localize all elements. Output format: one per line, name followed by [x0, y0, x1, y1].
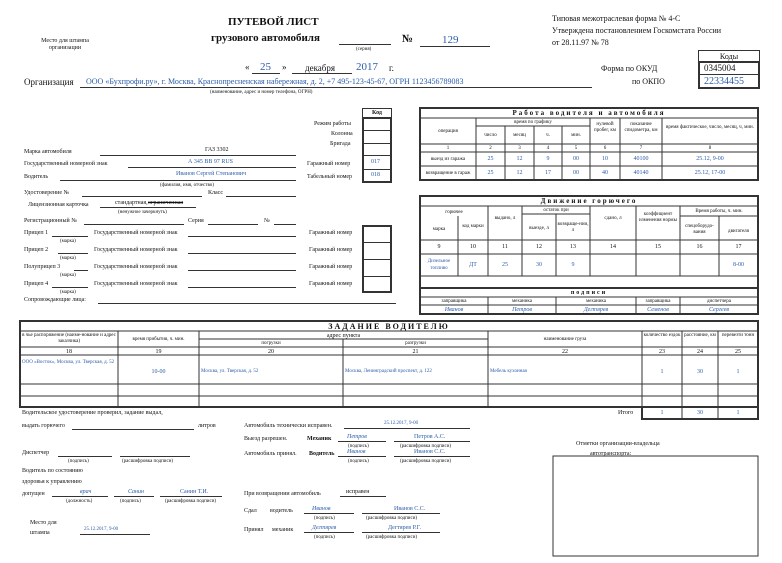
form-line2: Утверждена постановлением Госкомстата России: [552, 26, 722, 35]
card-limited[interactable]: ограниченная: [148, 200, 184, 206]
task-h-cargo: наименование груза: [543, 337, 587, 342]
brand-value[interactable]: ГАЗ 3302: [205, 147, 229, 153]
work-row1-hour[interactable]: 9: [546, 156, 550, 162]
task-row-load[interactable]: Москва, ул. Тверская, д. 52: [201, 369, 259, 374]
sigs-h-4: заправщика: [645, 299, 671, 304]
task-num-22: 22: [562, 349, 568, 355]
mechanic-name[interactable]: Петров А.С.: [414, 434, 446, 440]
kod-header: Код: [372, 110, 382, 116]
driver-name[interactable]: Иванов С.С.: [414, 449, 446, 455]
plate-label: Государственный номерной знак: [24, 161, 108, 167]
okpo-label: по ОКПО: [632, 77, 665, 86]
fuel-h-code: код марки: [462, 224, 484, 229]
work-h-zero: нулевой пробег, км: [594, 122, 616, 133]
work-row2-min[interactable]: 00: [573, 170, 579, 176]
okpo-value[interactable]: 22334455: [704, 76, 744, 87]
date-year-suffix: г.: [389, 63, 394, 73]
escort-label: Сопровождающие лица:: [24, 297, 86, 303]
plate-value[interactable]: А 345 ВВ 97 RUS: [188, 159, 234, 165]
return-mechanic-signature[interactable]: Дегтярев: [312, 525, 337, 531]
series-label: (серия): [356, 47, 372, 52]
sigs-h-3: механика: [586, 299, 606, 304]
work-num-3: 3: [518, 146, 521, 151]
okud-label: Форма по ОКУД: [601, 64, 658, 73]
task-h-dist: расстояние, км: [684, 333, 716, 338]
mode-label: Режим работы: [314, 121, 351, 127]
tech-date[interactable]: 25.12.2017, 9-00: [384, 421, 419, 426]
codes-header: Коды: [698, 50, 760, 62]
fuel-row-out[interactable]: 30: [536, 262, 542, 268]
checked-label: Водительское удостоверение проверил, задание выдал,: [22, 410, 163, 416]
garage-value[interactable]: 017: [371, 159, 380, 165]
stamp-label-1: Место для: [30, 520, 57, 526]
handed-driver-word: водитель: [270, 508, 293, 514]
return-mechanic-name[interactable]: Дегтярев Р.Г.: [388, 525, 421, 531]
fuel-num-9: 9: [437, 244, 441, 250]
driver-signature[interactable]: Иванов: [347, 449, 366, 455]
fuel-h-coef: коэффициент изменения нормы: [639, 212, 677, 223]
work-h-op: операция: [438, 129, 458, 134]
task-row-cargo[interactable]: Мебель кухонная: [490, 369, 527, 374]
task-num-23: 23: [659, 349, 665, 355]
sigs-v-1[interactable]: Иванов: [444, 307, 464, 313]
work-row2-hour[interactable]: 17: [545, 170, 551, 176]
tab-label: Табельный номер: [307, 174, 353, 180]
accepted-mechanic-word: механик: [272, 527, 294, 533]
ret-drv-sign-hint: (подпись): [314, 516, 335, 521]
sigs-h-2: механика: [512, 299, 532, 304]
work-row1-zero[interactable]: 10: [602, 156, 608, 162]
return-driver-signature[interactable]: Иванов: [312, 506, 331, 512]
fuel-num-10: 10: [470, 244, 476, 250]
task-num-25: 25: [735, 349, 741, 355]
sigs-h-5: диспетчера: [707, 299, 731, 304]
mech-sign-hint: (подпись): [348, 444, 369, 449]
trailer4-garage-label: Гаражный номер: [309, 281, 353, 287]
drv-decode-hint: (расшифровка подписи): [400, 459, 452, 464]
ret-drv-decode-hint: (расшифровка подписи): [366, 516, 418, 521]
reg-label: Регистрационный №: [24, 218, 77, 224]
driver-label-bottom: Водитель: [309, 451, 335, 457]
task-h-tons: перевезти тонн: [721, 333, 755, 338]
trailer3-garage-label: Гаражный номер: [309, 264, 353, 270]
card-hint: (ненужное зачеркнуть): [118, 210, 167, 215]
work-row2-op: возвращение в гараж: [425, 171, 471, 176]
form-line1: Типовая межотраслевая форма № 4-С: [552, 14, 681, 23]
work-title: Работа водителя и автомобиля: [512, 109, 666, 117]
date-day[interactable]: 25: [260, 61, 271, 73]
disp-sign-hint: (подпись): [68, 459, 89, 464]
class-label: Класс: [208, 190, 223, 196]
stamp-place-label: Место для штампа организации: [41, 38, 89, 52]
column-label: Колонна: [331, 131, 353, 137]
task-num-24: 24: [697, 349, 703, 355]
work-h-min: мин.: [571, 133, 581, 138]
fuel-h-time: Время работы, ч. мин.: [695, 209, 743, 214]
mark-hint-1: (марка): [60, 239, 76, 244]
exit-allowed-label: Выезд разрешен.: [244, 436, 288, 442]
work-row1-day[interactable]: 25: [487, 156, 494, 162]
okud-value[interactable]: 0345004: [704, 63, 736, 73]
fuel-num-12: 12: [536, 244, 542, 250]
total-rides[interactable]: 1: [660, 410, 664, 416]
disp-decode-hint: (расшифровка подписи): [122, 459, 174, 464]
task-row-rides[interactable]: 1: [660, 369, 664, 375]
doc-number[interactable]: 129: [442, 34, 459, 46]
fuel-h-brand: марка: [432, 227, 446, 232]
sigs-v-4[interactable]: Семенов: [647, 307, 669, 313]
org-hint: (наименование, адрес и номер телефона, ОГРН): [210, 90, 313, 95]
task-num-21: 21: [412, 349, 419, 355]
work-h-odo: показание спидометра, км: [624, 122, 658, 133]
task-num-19: 19: [155, 349, 162, 355]
task-title: ЗАДАНИЕ ВОДИТЕЛЮ: [328, 322, 450, 331]
trailer1-label: Прицеп 1: [24, 230, 49, 236]
fuel-title: Движение горючего: [540, 197, 638, 205]
brand-label: Марка автомобиля: [24, 149, 72, 155]
doctor-sign-hint: (подпись): [120, 499, 141, 504]
mark-hint-4: (марка): [60, 290, 76, 295]
work-num-6: 6: [603, 146, 607, 151]
return-car-label: При возвращении автомобиль: [244, 491, 321, 497]
fuel-num-13: 13: [570, 244, 576, 250]
task-h-arr: время прибытия, ч. мин.: [132, 337, 185, 342]
sigs-v-3[interactable]: Дегтярев: [583, 307, 609, 313]
fuel-h-ret: возвраще-нии, л: [557, 222, 589, 233]
task-h-unload: разгрузки: [405, 341, 426, 346]
sigs-h-1: заправщика: [441, 299, 467, 304]
fuel-num-11: 11: [502, 244, 508, 250]
fuel-give-label: выдать горючего: [22, 423, 65, 429]
card-label: Лицензионная карточка: [28, 202, 89, 208]
mech-decode-hint: (расшифровка подписи): [400, 444, 452, 449]
tab-value[interactable]: 018: [371, 172, 380, 178]
date-q1: «: [245, 62, 250, 72]
allow-label: допущен: [22, 491, 45, 497]
work-h-fact: время фактическое, число, месяц, ч, мин.: [666, 125, 754, 130]
car-accepted-label: Автомобиль принял.: [244, 451, 297, 457]
sigs-v-5[interactable]: Сергеев: [709, 307, 729, 313]
fuel-row-eng[interactable]: 8-00: [733, 262, 744, 268]
work-row2-zero[interactable]: 40: [602, 170, 608, 176]
work-num-2: 2: [489, 146, 492, 151]
fuel-row-ret[interactable]: 9: [571, 262, 575, 268]
license-label: Удостоверение №: [24, 190, 70, 196]
task-row-tons[interactable]: 1: [736, 369, 740, 375]
date-q2: »: [282, 62, 287, 72]
accepted-label: Принял: [244, 527, 264, 533]
stamp-label-2: штампа: [30, 530, 50, 536]
org-value[interactable]: ООО «Бухпрофи.ру», г. Москва, Краснопресненская набережная, д. 2, +7 495-123-45-67, ОГРН 1123456789083: [86, 77, 464, 86]
work-row2-odo[interactable]: 40140: [633, 170, 649, 176]
total-dist[interactable]: 30: [697, 410, 703, 416]
fuel-row-code[interactable]: ДТ: [469, 262, 477, 268]
total-label: Итого: [618, 410, 634, 416]
card-standard[interactable]: стандартная,: [115, 200, 148, 206]
doctor-decode-hint: (расшифровка подписи): [165, 499, 217, 504]
reg-num-sign: №: [264, 218, 270, 224]
fuel-num-16: 16: [696, 244, 703, 250]
reg-series-label: Серия: [188, 218, 204, 224]
date-year[interactable]: 2017: [356, 61, 378, 73]
drv-sign-hint: (подпись): [348, 459, 369, 464]
doctor-position[interactable]: врач: [80, 489, 92, 495]
fuel-h-given: сдано, л: [604, 216, 622, 221]
work-row2-fact[interactable]: 25.12, 17-00: [694, 170, 726, 176]
work-row2-month[interactable]: 12: [516, 170, 523, 176]
work-num-5: 5: [574, 146, 578, 151]
work-row2-day[interactable]: 25: [487, 170, 494, 176]
trailer1-plate-label: Государственный номерной знак: [94, 230, 178, 236]
trailer2-garage-label: Гаражный номер: [309, 247, 353, 253]
doctor-name[interactable]: Санин Т.И.: [180, 489, 209, 495]
trailer1-garage-label: Гаражный номер: [309, 230, 353, 236]
work-row1-min[interactable]: 00: [573, 156, 579, 162]
work-num-1: 1: [446, 146, 450, 151]
trailer2-label: Прицеп 2: [24, 247, 49, 253]
fuel-h-out: выезде, л: [529, 226, 549, 231]
work-h-day: число: [484, 133, 497, 138]
task-num-18: 18: [66, 349, 72, 355]
doc-subtitle: грузового автомобиля: [211, 32, 320, 44]
mark-hint-2: (марка): [60, 256, 76, 261]
fuel-num-15: 15: [655, 244, 661, 250]
fuel-h-spec: спецоборудо-вания: [685, 224, 714, 235]
fuel-h-rest: остаток при: [543, 208, 569, 213]
work-num-8: 8: [708, 146, 712, 151]
doctor-signature[interactable]: Санин: [128, 489, 144, 495]
trailer4-plate-label: Государственный номерной знак: [94, 281, 178, 287]
form-line3: от 28.11.97 № 78: [552, 38, 609, 47]
date-month[interactable]: декабря: [305, 63, 336, 73]
health-line1: Водитель по состоянию: [22, 468, 83, 474]
work-h-sched: время по графику: [514, 120, 552, 125]
fuel-h-fuel: горючее: [445, 210, 463, 215]
stamp-date[interactable]: 25.12.2017, 9-00: [84, 527, 119, 532]
dispatcher-label: Диспетчер: [22, 450, 50, 456]
trailer3-label: Полуприцеп 3: [24, 264, 61, 270]
mechanic-signature[interactable]: Петров: [347, 434, 367, 440]
task-h-addr: адрес пункта: [326, 333, 361, 339]
fuel-row-issued[interactable]: 25: [502, 262, 508, 268]
owner-marks-2: автотранспорта:: [590, 451, 632, 457]
doc-title: ПУТЕВОЙ ЛИСТ: [228, 16, 319, 28]
task-row-unload[interactable]: Москва, Ленинградский проспект, д. 122: [345, 369, 432, 374]
number-sign: №: [402, 33, 414, 45]
ok-word: исправен: [346, 489, 370, 495]
mark-hint-3: (марка): [60, 273, 76, 278]
work-row1-odo[interactable]: 40100: [633, 156, 649, 162]
tech-ok-label: Автомобиль технически исправен.: [244, 423, 333, 429]
ret-mech-decode-hint: (расшифровка подписи): [366, 535, 418, 540]
work-h-hour: ч.: [546, 133, 550, 138]
fuel-num-17: 17: [735, 244, 742, 250]
driver-label: Водитель: [24, 174, 49, 180]
work-num-4: 4: [546, 146, 550, 151]
trailer4-label: Прицеп 4: [24, 281, 49, 287]
task-h-disp: в чье распоряжение (наиме-нование и адрес заказчика): [22, 333, 116, 344]
liters-label: литров: [198, 423, 216, 429]
work-row1-fact[interactable]: 25.12, 9-00: [696, 156, 724, 162]
garage-label: Гаражный номер: [307, 161, 351, 167]
trailer2-plate-label: Государственный номерной знак: [94, 247, 178, 253]
handed-label: Сдал: [244, 508, 257, 514]
trailer3-plate-label: Государственный номерной знак: [94, 264, 178, 270]
task-row-disp[interactable]: ООО «Восток», Москва, ул. Тверская, д. 52: [22, 360, 115, 365]
task-row-arr[interactable]: 10-00: [151, 369, 166, 375]
fuel-num-14: 14: [610, 244, 616, 250]
driver-hint: (фамилия, имя, отчество): [160, 183, 214, 188]
task-h-load: погрузки: [261, 341, 281, 346]
fuel-row-brand[interactable]: Дизельное топливо: [427, 259, 451, 271]
work-num-7: 7: [639, 146, 643, 151]
fuel-h-issued: выдано, л: [494, 216, 516, 221]
work-row1-month[interactable]: 12: [516, 156, 523, 162]
mechanic-label: Механик: [307, 436, 332, 442]
brigade-label: Бригада: [330, 141, 351, 147]
total-tons[interactable]: 1: [736, 410, 740, 416]
task-row-dist[interactable]: 30: [697, 369, 703, 375]
work-row1-op: выезд из гаража: [430, 157, 466, 162]
task-num-20: 20: [268, 349, 274, 355]
driver-value[interactable]: Иванов Сергей Степанович: [176, 171, 247, 177]
ret-mech-sign-hint: (подпись): [314, 535, 335, 540]
work-h-month: месяц: [513, 133, 526, 138]
fuel-h-eng: двигателя: [728, 229, 749, 234]
doctor-role-hint: (должность): [66, 499, 93, 504]
health-line2: здоровья к управлению: [22, 479, 82, 485]
sigs-v-2[interactable]: Петров: [512, 307, 532, 313]
org-label: Организация: [24, 77, 74, 87]
task-h-rides: количество ездок: [643, 333, 681, 338]
sigs-title: подписи: [570, 290, 608, 296]
owner-marks-1: Отметки организации-владельца: [576, 441, 660, 447]
return-driver-name[interactable]: Иванов С.С.: [394, 506, 426, 512]
